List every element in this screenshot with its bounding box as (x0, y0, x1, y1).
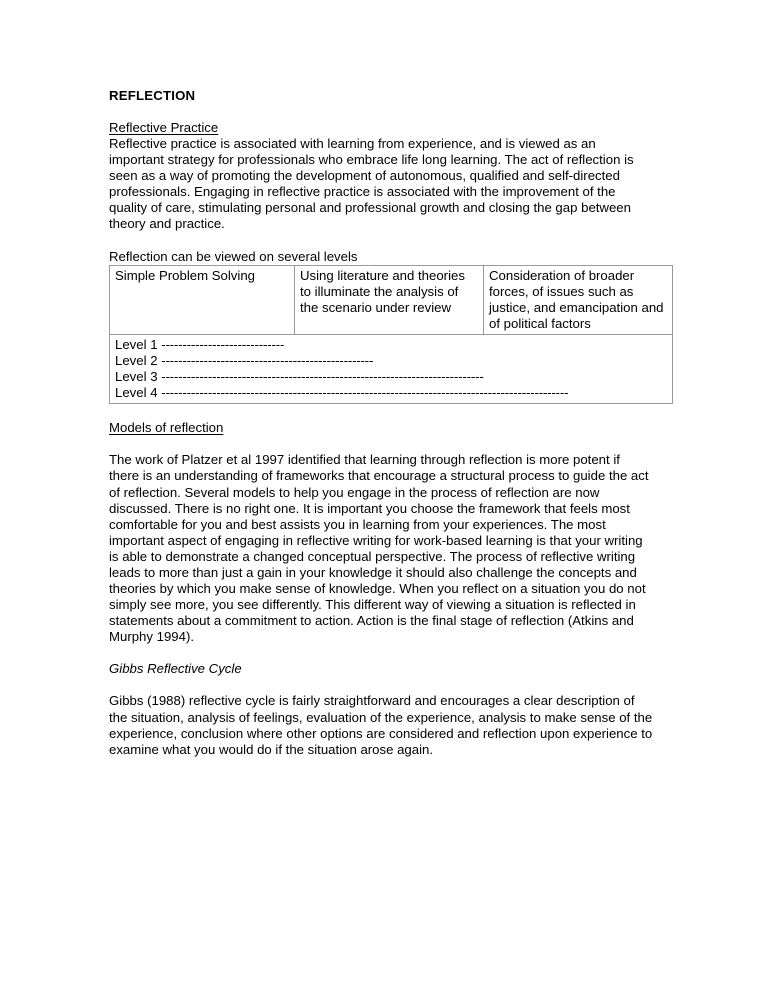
document-body (109, 88, 664, 758)
spacer (109, 645, 653, 661)
list-item-level-1 (115, 337, 668, 353)
table-row-levels (110, 334, 673, 403)
level-3-label: Level 3 (115, 369, 158, 385)
table-cell-level-simple-problem-solving: Simple Problem Solving (110, 265, 295, 334)
table-cell-level-using-literature: Using literature and theories to illuminate the analysis of the scenario under review (295, 265, 484, 334)
list-item-level-2 (115, 353, 668, 369)
levels-intro-text: Reflection can be viewed on several levels (109, 248, 358, 264)
spacer (109, 233, 653, 249)
list-item-level-3 (115, 369, 668, 385)
table-cell-levels-list (110, 334, 673, 403)
level-3-dashes: ---------------------------------------------------------------------------- (161, 369, 484, 385)
spacer (109, 404, 653, 420)
paragraph-gibbs-reflective-cycle: Gibbs (1988) reflective cycle is fairly straightforward and encourages a clear description of the situation, analysis of feelings, evaluation of the experience, analysis to make sense of the experience, conclusion where other options are considered and reflection upon experience to examine what you would do if the situation arose again. (109, 693, 653, 757)
spacer (109, 436, 653, 452)
page-title: REFLECTION (109, 88, 196, 103)
level-4-dashes: ------------------------------------------------------------------------------------------------ (161, 385, 569, 401)
list-item-level-4 (115, 385, 668, 401)
levels-table (109, 265, 673, 405)
paragraph-reflective-practice: Reflective practice is associated with learning from experience, and is viewed as an important strategy for professionals who embrace life long learning. The act of reflection is seen as a way of promoting the development of autonomous, qualified and self-directed professionals. Engaging in reflective practice is associated with the improvement of the quality of care, stimulating personal and professional growth and closing the gap between theory and practice. (109, 136, 634, 232)
spacer (109, 677, 653, 693)
level-1-dashes: ----------------------------- (161, 336, 285, 352)
heading-gibbs-reflective-cycle: Gibbs Reflective Cycle (109, 661, 242, 677)
heading-models-of-reflection: Models of reflection (109, 420, 224, 436)
level-1-label: Level 1 (115, 336, 158, 352)
table-row-headers (110, 265, 673, 334)
level-2-label: Level 2 (115, 353, 158, 369)
level-2-dashes: -------------------------------------------------- (161, 353, 374, 369)
table-cell-level-broader-forces: Consideration of broader forces, of issues such as justice, and emancipation and of political factors (484, 265, 673, 334)
paragraph-models-of-reflection: The work of Platzer et al 1997 identified that learning through reflection is more potent if there is an understanding of frameworks that encourage a structural process to guide the act of reflection. Several models to help you engage in the process of reflection are now discussed. There is no right one. It is important you choose the framework that feels most comfortable for you and best assists you in learning from your experiences. The most important aspect of engaging in reflective writing for work-based learning is that your writing is able to demonstrate a changed conceptual perspective. The process of reflective writing leads to more than just a gain in your knowledge it should also challenge the concepts and theories by which you make sense of knowledge. When you reflect on a situation you do not simply see more, you see differently. This different way of viewing a situation is reflected in statements about a commitment to action. Action is the final stage of reflection (Atkins and Murphy 1994). (109, 452, 649, 645)
level-4-label: Level 4 (115, 385, 158, 401)
heading-reflective-practice: Reflective Practice (109, 120, 219, 135)
